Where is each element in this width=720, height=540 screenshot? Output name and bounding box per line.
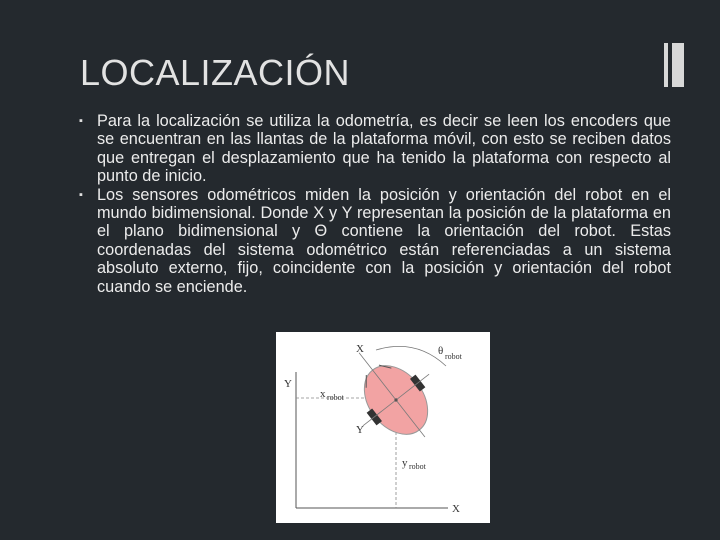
theta-arc: [376, 346, 446, 366]
robot-odometry-figure: [276, 332, 490, 523]
slide-body: [79, 112, 671, 296]
title-accent-bar-thick: [672, 43, 684, 87]
label-theta: θ: [438, 345, 444, 357]
bullet-marker-icon: ▪: [79, 188, 83, 201]
label-y-robot-axis: Y: [356, 424, 364, 436]
label-y-robot: y: [402, 457, 408, 469]
bullet-item: [79, 112, 671, 186]
label-theta-sub: robot: [445, 352, 462, 361]
bullet-text: Para la localización se utiliza la odometría, es decir se leen los encoders que se encuentran en las llantas de la plataforma móvil, con esto se reciben datos que entregan el desplazamiento que ha tenido la plataforma con respecto al punto de inicio.: [97, 112, 671, 186]
label-y-robot-sub: robot: [409, 462, 426, 471]
label-global-x: X: [452, 503, 460, 515]
title-accent-bar-thin: [664, 43, 668, 87]
bullet-item: [79, 186, 671, 296]
bullet-marker-icon: ▪: [79, 115, 83, 127]
label-x-robot: x: [320, 388, 326, 400]
label-global-y: Y: [284, 378, 292, 390]
robot-coordinate-diagram: [276, 332, 490, 523]
slide-title: LOCALIZACIÓN: [80, 52, 351, 93]
label-x-robot-sub: robot: [327, 393, 344, 402]
bullet-text: Los sensores odométricos miden la posición y orientación del robot en el mundo bidimensional. Donde X y Y representan la posición de la plataforma en el plano bidimensional y Θ contiene la orientación del robot. Estas coordenadas del sistema odométrico están referenciadas a un sistema absoluto externo, fijo, coincidente con la posición y orientación del robot cuando se enciende.: [97, 185, 671, 296]
label-x-robot-axis: X: [356, 343, 364, 355]
